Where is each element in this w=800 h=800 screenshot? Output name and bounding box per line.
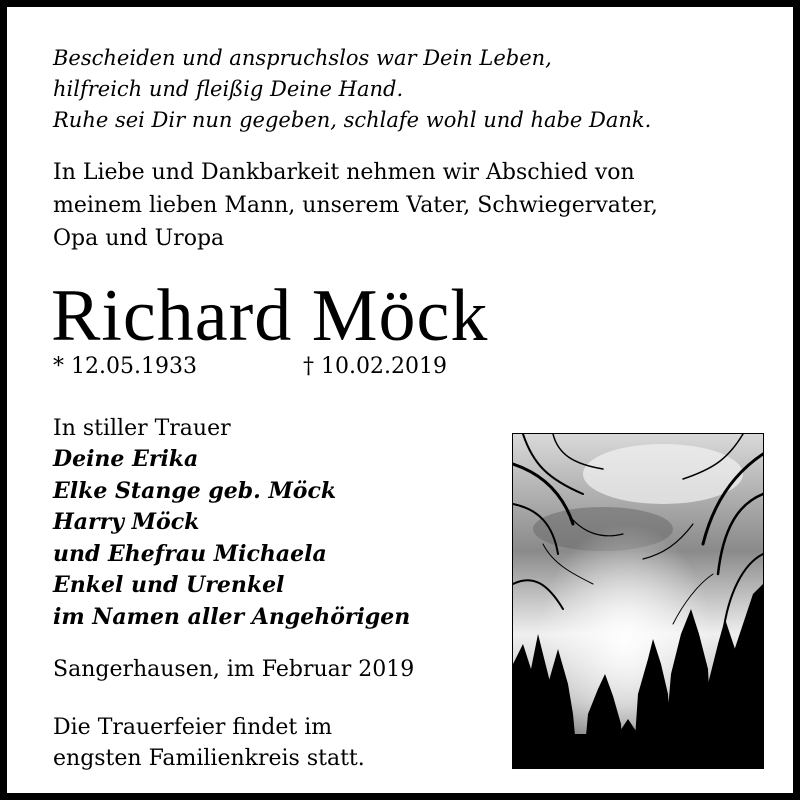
- trees-photo: [512, 433, 764, 769]
- intro-line-3: Opa und Uropa: [53, 226, 225, 251]
- mourning-label: In stiller Trauer: [53, 416, 231, 441]
- poem: [53, 43, 651, 136]
- mourner-item: Harry Möck: [53, 509, 200, 535]
- intro-line-2: meinem lieben Mann, unserem Vater, Schwiegervater,: [53, 193, 658, 218]
- poem-line-2: hilfreich und fleißig Deine Hand.: [53, 77, 404, 101]
- mourner-item: Elke Stange geb. Möck: [53, 477, 337, 504]
- funeral-line-1: Die Trauerfeier findet im: [53, 715, 333, 740]
- poem-line-1: Bescheiden und anspruchslos war Dein Leben,: [53, 46, 552, 70]
- funeral-note: [53, 712, 365, 774]
- mourner-item: Deine Erika: [53, 446, 199, 472]
- intro-line-1: In Liebe und Dankbarkeit nehmen wir Abschied von: [53, 160, 635, 185]
- mourner-item: im Namen aller Angehörigen: [53, 603, 411, 630]
- poem-line-3: Ruhe sei Dir nun gegeben, schlafe wohl und habe Dank.: [53, 108, 652, 132]
- mourner-item: und Ehefrau Michaela: [53, 540, 327, 567]
- birth-date: * 12.05.1933: [53, 354, 197, 379]
- funeral-line-2: engsten Familienkreis statt.: [53, 746, 365, 771]
- mourner-item: Enkel und Urenkel: [53, 572, 285, 598]
- trees-silhouette-image: [513, 434, 763, 768]
- place-date: Sangerhausen, im Februar 2019: [53, 657, 415, 682]
- mourners-list: [53, 444, 410, 633]
- death-date: † 10.02.2019: [303, 354, 447, 379]
- farewell-intro: [53, 156, 658, 255]
- deceased-name: Richard Möck: [51, 275, 489, 357]
